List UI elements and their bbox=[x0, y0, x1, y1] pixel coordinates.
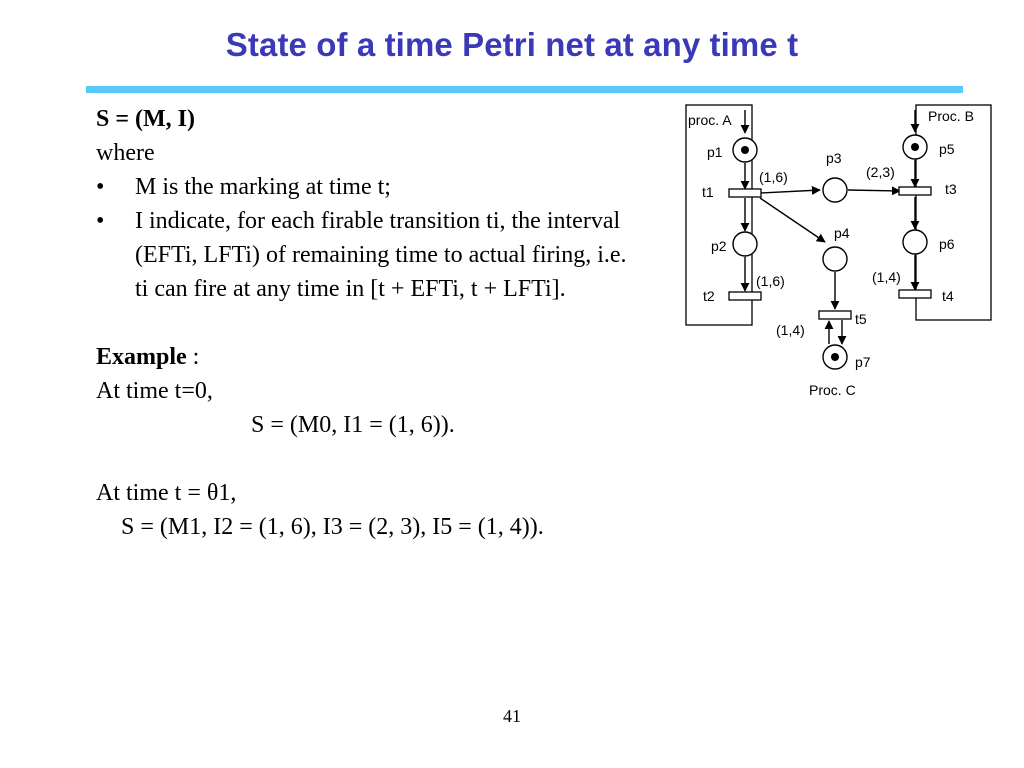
process-c-label: Proc. C bbox=[809, 382, 856, 398]
interval-t2: (1,6) bbox=[756, 273, 785, 289]
transition-t2 bbox=[729, 292, 761, 300]
token-p1 bbox=[741, 146, 749, 154]
transition-label-t1: t1 bbox=[702, 184, 714, 200]
state-at-time-theta: S = (M1, I2 = (1, 6), I3 = (2, 3), I5 = (1, 4)). bbox=[121, 514, 544, 540]
example-label: Example bbox=[96, 344, 187, 370]
place-label-p4: p4 bbox=[834, 225, 850, 241]
transition-label-t3: t3 bbox=[945, 181, 957, 197]
place-label-p7: p7 bbox=[855, 354, 871, 370]
place-label-p1: p1 bbox=[707, 144, 723, 160]
transition-label-t2: t2 bbox=[703, 288, 715, 304]
at-time-theta: At time t = θ1, bbox=[96, 480, 237, 506]
place-label-p3: p3 bbox=[826, 150, 842, 166]
transition-t4 bbox=[899, 290, 931, 298]
token-p5 bbox=[911, 143, 919, 151]
transition-label-t5: t5 bbox=[855, 311, 867, 327]
place-label-p5: p5 bbox=[939, 141, 955, 157]
bullet-marker: • bbox=[96, 174, 105, 200]
example-colon: : bbox=[186, 344, 200, 370]
interval-t3: (2,3) bbox=[866, 164, 895, 180]
place-p6 bbox=[903, 230, 927, 254]
place-p2 bbox=[733, 232, 757, 256]
page-number: 41 bbox=[503, 706, 521, 726]
process-a-label: proc. A bbox=[688, 112, 732, 128]
arc-t1-p4 bbox=[760, 198, 825, 242]
bullet-marker: • bbox=[96, 208, 105, 234]
place-p4 bbox=[823, 247, 847, 271]
interval-t1: (1,6) bbox=[759, 169, 788, 185]
bullet-text: I indicate, for each firable transition ti, the interval (EFTi, LFTi) of remaining time to actual firing, i.e. ti can fire at any time in [t + EFTi, t + LFTi]. bbox=[135, 208, 627, 302]
place-label-p2: p2 bbox=[711, 238, 727, 254]
state-definition: S = (M, I) bbox=[96, 106, 195, 132]
transition-t5 bbox=[819, 311, 851, 319]
transition-t1 bbox=[729, 189, 761, 197]
at-time-zero: At time t=0, bbox=[96, 378, 213, 404]
arc-t1-p3 bbox=[760, 190, 820, 193]
slide-title: State of a time Petri net at any time t bbox=[225, 26, 799, 63]
place-p3 bbox=[823, 178, 847, 202]
transition-t3 bbox=[899, 187, 931, 195]
process-b-label: Proc. B bbox=[928, 108, 974, 124]
interval-t4: (1,4) bbox=[872, 269, 901, 285]
transition-label-t4: t4 bbox=[942, 288, 954, 304]
token-p7 bbox=[831, 353, 839, 361]
bullet-text: M is the marking at time t; bbox=[135, 174, 391, 200]
state-at-time-zero: S = (M0, I1 = (1, 6)). bbox=[251, 412, 455, 438]
place-label-p6: p6 bbox=[939, 236, 955, 252]
arc-p3-t3 bbox=[848, 190, 900, 191]
interval-t5: (1,4) bbox=[776, 322, 805, 338]
where-text: where bbox=[96, 140, 155, 166]
